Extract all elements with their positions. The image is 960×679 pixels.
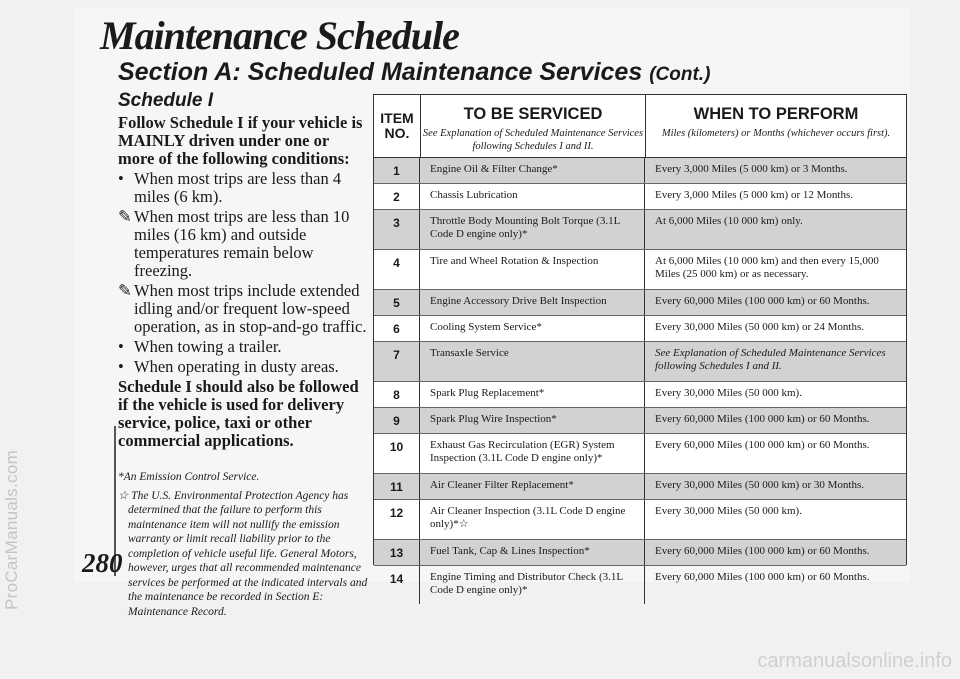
service-cell: Engine Accessory Drive Belt Inspection: [420, 290, 645, 315]
table-row: [374, 382, 906, 408]
header-to-be-serviced: [421, 95, 646, 157]
page-title: Maintenance Schedule: [100, 13, 459, 58]
header-serviced-sub: See Explanation of Scheduled Maintenance Services following Schedules I and II.: [422, 128, 644, 152]
item-number: 10: [374, 434, 420, 473]
condition-text: When towing a trailer.: [134, 337, 282, 356]
item-number: 2: [374, 184, 420, 209]
service-cell: Transaxle Service: [420, 342, 645, 381]
table-row: [374, 316, 906, 342]
condition-item: [118, 208, 368, 280]
service-cell: Fuel Tank, Cap & Lines Inspection*: [420, 540, 645, 565]
interval-cell: Every 3,000 Miles (5 000 km) or 3 Months.: [655, 163, 848, 175]
header-item-line1: ITEM: [380, 110, 414, 126]
item-number: 11: [374, 474, 420, 499]
interval-cell: At 6,000 Miles (10 000 km) only.: [655, 215, 803, 227]
service-cell: Air Cleaner Filter Replacement*: [420, 474, 645, 499]
condition-text: When operating in dusty areas.: [134, 357, 339, 376]
interval-cell: Every 60,000 Miles (100 000 km) or 60 Months.: [655, 571, 870, 583]
bullet-icon: •: [118, 357, 124, 376]
interval-cell: Every 30,000 Miles (50 000 km) or 30 Months.: [655, 479, 864, 491]
footnotes: [118, 470, 368, 619]
footnote-emission: *An Emission Control Service.: [118, 471, 260, 483]
table-row: [374, 408, 906, 434]
item-number: 5: [374, 290, 420, 315]
header-when-to-perform: [646, 95, 906, 157]
header-item-line2: NO.: [384, 125, 410, 141]
service-cell: Exhaust Gas Recirculation (EGR) System Inspection (3.1L Code D engine only)*: [420, 434, 645, 473]
condition-item: [118, 282, 368, 336]
page-number: 280: [82, 548, 123, 578]
service-cell: Chassis Lubrication: [420, 184, 645, 209]
service-cell: Engine Oil & Filter Change*: [420, 158, 645, 183]
service-cell: Spark Plug Wire Inspection*: [420, 408, 645, 433]
item-number: 1: [374, 158, 420, 183]
condition-item: [118, 338, 368, 356]
footnote-epa: ☆ The U.S. Environmental Protection Agency has determined that the failure to perform this maintenance item will not nullify the emission warranty or limit recall liability prior to the completion of vehicle useful life. General Motors, however, urges that all recommended maintenance services be performed at the indicated intervals and the maintenance be recorded in Section E: Maintenance Record.: [118, 489, 368, 618]
header-when-title: WHEN TO PERFORM: [693, 105, 859, 123]
interval-cell: Every 30,000 Miles (50 000 km).: [655, 505, 802, 517]
table-row: [374, 184, 906, 210]
item-number: 6: [374, 316, 420, 341]
service-cell: Cooling System Service*: [420, 316, 645, 341]
item-number: 4: [374, 250, 420, 289]
table-row: [374, 290, 906, 316]
interval-cell: At 6,000 Miles (10 000 km) and then every 15,000 Miles (25 000 km) or as necessary.: [655, 255, 879, 280]
header-item-no: [374, 95, 421, 157]
table-row: [374, 540, 906, 566]
service-cell: Engine Timing and Distributor Check (3.1L Code D engine only)*: [420, 566, 645, 604]
conditions-list: [118, 170, 368, 376]
table-row: [374, 566, 906, 604]
header-when-sub: Miles (kilometers) or Months (whichever occurs first).: [661, 128, 891, 139]
table-body: [374, 158, 906, 596]
commercial-note: Schedule I should also be followed if the vehicle is used for delivery service, police, taxi or other commercial applications.: [118, 377, 359, 450]
service-cell: Air Cleaner Inspection (3.1L Code D engine only)*☆: [420, 500, 645, 539]
section-title: [118, 58, 710, 87]
item-number: 8: [374, 382, 420, 407]
condition-item: [118, 170, 368, 206]
service-cell: Spark Plug Replacement*: [420, 382, 645, 407]
item-number: 14: [374, 566, 420, 604]
table-header: [374, 95, 906, 158]
item-number: 7: [374, 342, 420, 381]
table-row: [374, 434, 906, 474]
schedule-description: [118, 90, 368, 623]
interval-cell: Every 3,000 Miles (5 000 km) or 12 Months.: [655, 189, 853, 201]
condition-text: When most trips include extended idling and/or frequent low-speed operation, as in stop-and-go traffic.: [134, 281, 367, 336]
condition-text: When most trips are less than 4 miles (6 km).: [134, 169, 342, 206]
item-number: 12: [374, 500, 420, 539]
interval-cell: Every 60,000 Miles (100 000 km) or 60 Months.: [655, 295, 870, 307]
item-number: 13: [374, 540, 420, 565]
interval-cell: Every 30,000 Miles (50 000 km) or 24 Months.: [655, 321, 864, 333]
bullet-icon: •: [118, 169, 124, 188]
condition-item: [118, 358, 368, 376]
section-title-text: Section A: Scheduled Maintenance Services: [118, 58, 643, 86]
table-row: [374, 500, 906, 540]
maintenance-table: [373, 94, 907, 596]
check-mark-icon: ✎: [118, 281, 132, 300]
watermark-procarmanuals: ProCarManuals.com: [2, 449, 21, 610]
interval-cell: Every 60,000 Miles (100 000 km) or 60 Months.: [655, 439, 870, 451]
table-row: [374, 474, 906, 500]
interval-cell: See Explanation of Scheduled Maintenance Services following Schedules I and II.: [655, 347, 886, 372]
interval-cell: Every 30,000 Miles (50 000 km).: [655, 387, 802, 399]
check-mark-icon: ✎: [118, 207, 132, 226]
table-row: [374, 210, 906, 250]
bullet-icon: •: [118, 337, 124, 356]
section-cont: (Cont.): [649, 64, 711, 85]
service-cell: Throttle Body Mounting Bolt Torque (3.1L Code D engine only)*: [420, 210, 645, 249]
item-number: 9: [374, 408, 420, 433]
condition-text: When most trips are less than 10 miles (16 km) and outside temperatures remain below freezing.: [134, 207, 350, 280]
header-serviced-title: TO BE SERVICED: [463, 105, 603, 123]
interval-cell: Every 60,000 Miles (100 000 km) or 60 Months.: [655, 413, 870, 425]
watermark-carmanualsonline: carmanualsonline.info: [757, 650, 952, 672]
table-row: [374, 250, 906, 290]
schedule-title: Schedule I: [118, 90, 214, 111]
table-row: [374, 342, 906, 382]
interval-cell: Every 60,000 Miles (100 000 km) or 60 Months.: [655, 545, 870, 557]
item-number: 3: [374, 210, 420, 249]
schedule-intro: Follow Schedule I if your vehicle is MAINLY driven under one or more of the following conditions:: [118, 113, 363, 168]
table-row: [374, 158, 906, 184]
service-cell: Tire and Wheel Rotation & Inspection: [420, 250, 645, 289]
